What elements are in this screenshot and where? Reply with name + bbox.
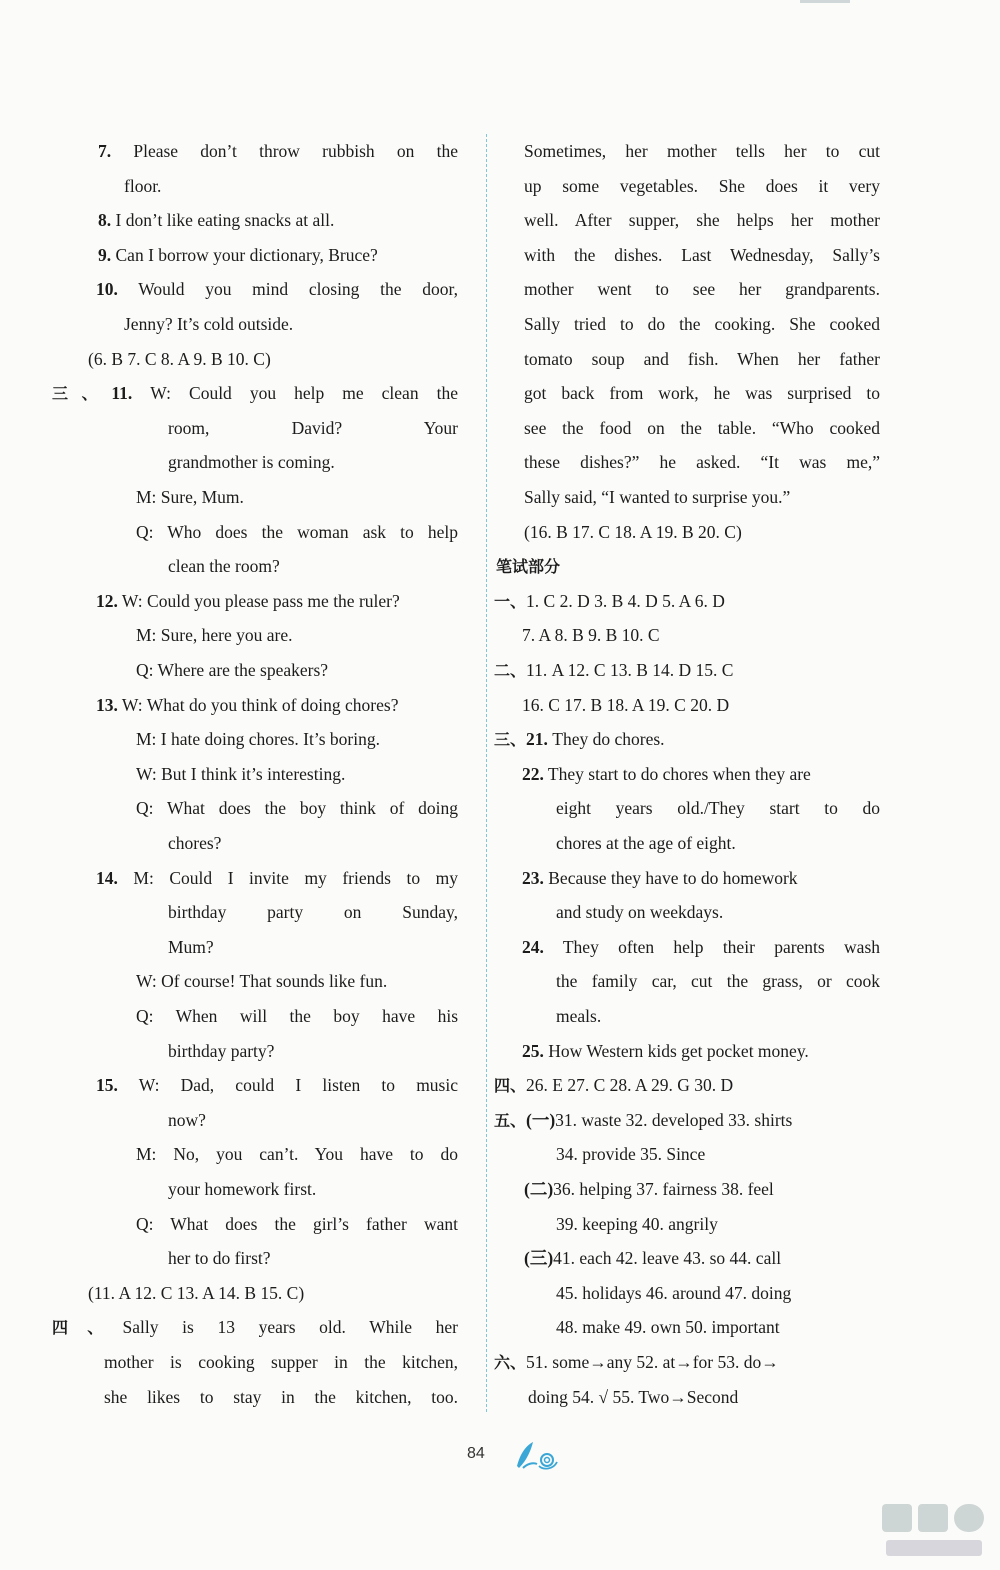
text-line	[98, 238, 458, 273]
text-line	[524, 411, 880, 446]
line-text: grandmother is coming.	[168, 452, 335, 473]
line-text: W: But I think it’s interesting.	[136, 763, 346, 784]
line-text: (6. B 7. C 8. A 9. B 10. C)	[88, 348, 271, 369]
line-text: 26. E 27. C 28. A 29. G 30. D	[526, 1075, 734, 1096]
line-text: 11. A 12. C 13. B 14. D 15. C	[526, 660, 734, 680]
text-line	[556, 826, 880, 861]
text-line	[52, 376, 458, 411]
text-line	[524, 169, 880, 204]
text-line	[136, 480, 458, 515]
line-text: They start to do chores when they are	[543, 763, 811, 784]
line-text: birthday party?	[168, 1040, 275, 1061]
text-line	[168, 826, 458, 861]
line-text: (16. B 17. C 18. A 19. B 20. C)	[524, 521, 742, 542]
line-text: Because they have to do homework	[543, 867, 798, 888]
line-text: she likes to stay in the kitchen, too.	[104, 1386, 458, 1407]
line-text: 51. some→any 52. at→for 53. do→	[526, 1352, 779, 1372]
line-text: Sally said, “I wanted to surprise you.”	[524, 487, 791, 507]
item-number: 7.	[98, 141, 112, 161]
text-line	[494, 1103, 880, 1138]
item-number: 15.	[96, 1075, 118, 1096]
line-text: your homework first.	[168, 1179, 317, 1199]
line-text: W: Of course! That sounds like fun.	[136, 971, 388, 992]
text-line	[168, 1241, 458, 1276]
line-text: Please don’t throw rubbish on the	[111, 141, 458, 161]
line-text: Q: Who does the woman ask to help	[136, 521, 458, 542]
line-text: I don’t like eating snacks at all.	[111, 210, 335, 231]
text-line	[168, 1103, 458, 1138]
line-text: Q: Where are the speakers?	[136, 660, 329, 680]
text-line	[136, 653, 458, 688]
line-text: 41. each 42. leave 43. so 44. call	[553, 1248, 782, 1269]
line-text: 16. C 17. B 18. A 19. C 20. D	[522, 694, 730, 715]
text-line	[168, 930, 458, 965]
line-text: 笔试部分	[496, 557, 561, 577]
line-text: Q: What does the girl’s father want	[136, 1213, 458, 1234]
line-text: with the dishes. Last Wednesday, Sally’s	[524, 244, 880, 265]
text-line	[556, 964, 880, 999]
line-text: got back from work, he was surprised to	[524, 383, 880, 404]
line-text: meals.	[556, 1006, 602, 1026]
line-text: Jenny? It’s cold outside.	[124, 314, 294, 334]
text-line	[136, 999, 458, 1034]
item-number: 25.	[522, 1040, 544, 1061]
line-text: (11. A 12. C 13. A 14. B 15. C)	[88, 1282, 305, 1303]
line-text: M: Sure, here you are.	[136, 625, 293, 646]
line-text: up some vegetables. She does it very	[524, 175, 880, 196]
line-text: the family car, cut the grass, or cook	[556, 971, 880, 992]
text-line	[556, 791, 880, 826]
text-line	[136, 1207, 458, 1242]
column-divider	[486, 134, 487, 1412]
line-text: clean the room?	[168, 556, 280, 577]
line-text: see the food on the table. “Who cooked	[524, 417, 880, 438]
text-line	[88, 1276, 458, 1311]
text-line	[96, 584, 458, 619]
line-text: Sally is 13 years old. While her	[122, 1317, 458, 1338]
line-text: floor.	[124, 175, 162, 196]
text-line	[524, 376, 880, 411]
line-text: Sally tried to do the cooking. She cooked	[524, 314, 880, 334]
text-line	[494, 1068, 880, 1103]
text-line	[556, 1137, 880, 1172]
text-line	[136, 515, 458, 550]
item-number: 23.	[522, 867, 544, 888]
line-text: Mum?	[168, 936, 214, 957]
text-line	[556, 999, 880, 1034]
line-text: 1. C 2. D 3. B 4. D 5. A 6. D	[526, 590, 725, 611]
line-text: They do chores.	[547, 729, 665, 750]
section-marker: 五、	[494, 1110, 527, 1130]
line-text: 34. provide 35. Since	[556, 1144, 706, 1165]
item-number: 12.	[96, 590, 118, 611]
line-text: mother went to see her grandparents.	[524, 279, 880, 300]
line-text: chores?	[168, 833, 222, 853]
line-text: M: No, you can’t. You have to do	[136, 1144, 458, 1165]
text-line	[136, 791, 458, 826]
line-text: W: Could you help me clean the	[132, 383, 458, 404]
item-number: 13.	[96, 694, 118, 715]
line-text: mother is cooking supper in the kitchen,	[104, 1352, 458, 1372]
text-line	[168, 411, 458, 446]
line-text: M: Could I invite my friends to my	[117, 867, 458, 888]
line-text: now?	[168, 1109, 206, 1130]
text-line	[524, 480, 880, 515]
item-number: 8.	[98, 210, 112, 231]
line-text: 48. make 49. own 50. important	[556, 1317, 780, 1338]
item-number: 14.	[96, 867, 118, 888]
line-text: W: What do you think of doing chores?	[117, 694, 399, 715]
text-line	[494, 653, 880, 688]
line-text: well. After supper, she helps her mother	[524, 210, 880, 231]
top-edge-mark	[800, 0, 850, 3]
line-text: 7. A 8. B 9. B 10. C	[522, 625, 660, 646]
text-line	[556, 1276, 880, 1311]
line-text: W: Could you please pass me the ruler?	[117, 590, 400, 611]
line-text: Would you mind closing the door,	[117, 279, 458, 300]
line-text: chores at the age of eight.	[556, 833, 736, 853]
text-line	[524, 272, 880, 307]
text-line	[98, 203, 458, 238]
line-text: and study on weekdays.	[556, 902, 724, 923]
text-line	[494, 722, 880, 757]
line-text: 36. helping 37. fairness 38. feel	[553, 1179, 774, 1199]
text-line	[96, 861, 458, 896]
line-text: 39. keeping 40. angrily	[556, 1213, 718, 1234]
page-number: 84	[467, 1445, 485, 1462]
item-number: 9.	[98, 244, 112, 265]
text-line	[52, 1310, 458, 1345]
text-line	[168, 1172, 458, 1207]
text-line	[136, 722, 458, 757]
text-line	[522, 618, 880, 653]
text-line	[124, 169, 458, 204]
leaf-swirl-icon	[513, 1440, 563, 1472]
text-line	[88, 342, 458, 377]
text-line	[96, 688, 458, 723]
section-marker: 三、	[52, 384, 112, 404]
text-line	[556, 1310, 880, 1345]
text-line	[524, 1172, 880, 1207]
section-marker: 三、	[494, 730, 527, 750]
text-line	[522, 688, 880, 723]
line-text: room, David? Your	[168, 417, 458, 438]
text-line	[556, 895, 880, 930]
line-text: birthday party on Sunday,	[168, 902, 458, 923]
item-number: 21.	[526, 729, 548, 750]
text-line	[124, 307, 458, 342]
text-line	[524, 342, 880, 377]
text-line	[494, 1345, 880, 1380]
text-line	[168, 549, 458, 584]
line-text: her to do first?	[168, 1248, 271, 1269]
text-line	[524, 445, 880, 480]
line-text: tomato soup and fish. When her father	[524, 348, 880, 369]
text-line	[524, 1241, 880, 1276]
text-line	[522, 757, 880, 792]
item-number: (二)	[524, 1179, 554, 1199]
text-line	[168, 445, 458, 480]
line-text: Can I borrow your dictionary, Bruce?	[111, 244, 378, 265]
line-text: 31. waste 32. developed 33. shirts	[555, 1109, 793, 1130]
text-line	[524, 307, 880, 342]
text-line	[524, 134, 880, 169]
text-line	[98, 134, 458, 169]
section-marker: 二、	[494, 661, 527, 680]
text-line	[136, 1137, 458, 1172]
item-number: (一)	[526, 1109, 556, 1130]
item-number: 22.	[522, 763, 544, 784]
item-number: 24.	[522, 936, 544, 957]
line-text: eight years old./They start to do	[556, 798, 880, 819]
line-text: M: Sure, Mum.	[136, 487, 244, 507]
text-line	[168, 1034, 458, 1069]
section-marker: 六、	[494, 1353, 527, 1372]
line-text: How Western kids get pocket money.	[543, 1040, 809, 1061]
line-text: doing 54. √ 55. Two→Second	[528, 1386, 739, 1407]
text-line	[524, 203, 880, 238]
text-line	[556, 1207, 880, 1242]
text-line	[496, 549, 880, 584]
item-number: 11.	[111, 383, 133, 404]
text-line	[136, 964, 458, 999]
line-text: 45. holidays 46. around 47. doing	[556, 1282, 792, 1303]
text-line	[168, 895, 458, 930]
line-text: W: Dad, could I listen to music	[117, 1075, 458, 1096]
text-line	[524, 238, 880, 273]
text-line	[136, 757, 458, 792]
text-line	[104, 1345, 458, 1380]
section-marker: 四、	[52, 1318, 123, 1338]
text-line	[522, 930, 880, 965]
line-text: these dishes?” he asked. “It was me,”	[524, 452, 880, 473]
line-text: Q: What does the boy think of doing	[136, 798, 458, 819]
text-line	[494, 584, 880, 619]
text-line	[528, 1380, 880, 1415]
line-text: Q: When will the boy have his	[136, 1006, 458, 1026]
text-line	[524, 515, 880, 550]
line-text: They often help their parents wash	[543, 936, 880, 957]
text-line	[96, 272, 458, 307]
section-marker: 一、	[494, 591, 527, 611]
item-number: 10.	[96, 279, 118, 300]
text-line	[136, 618, 458, 653]
text-line	[104, 1380, 458, 1415]
line-text: M: I hate doing chores. It’s boring.	[136, 729, 380, 750]
item-number: (三)	[524, 1248, 554, 1269]
section-marker: 四、	[494, 1076, 527, 1096]
watermark-logo-icon	[880, 1500, 990, 1562]
text-line	[522, 861, 880, 896]
text-line	[96, 1068, 458, 1103]
text-line	[522, 1034, 880, 1069]
line-text: Sometimes, her mother tells her to cut	[524, 141, 880, 161]
